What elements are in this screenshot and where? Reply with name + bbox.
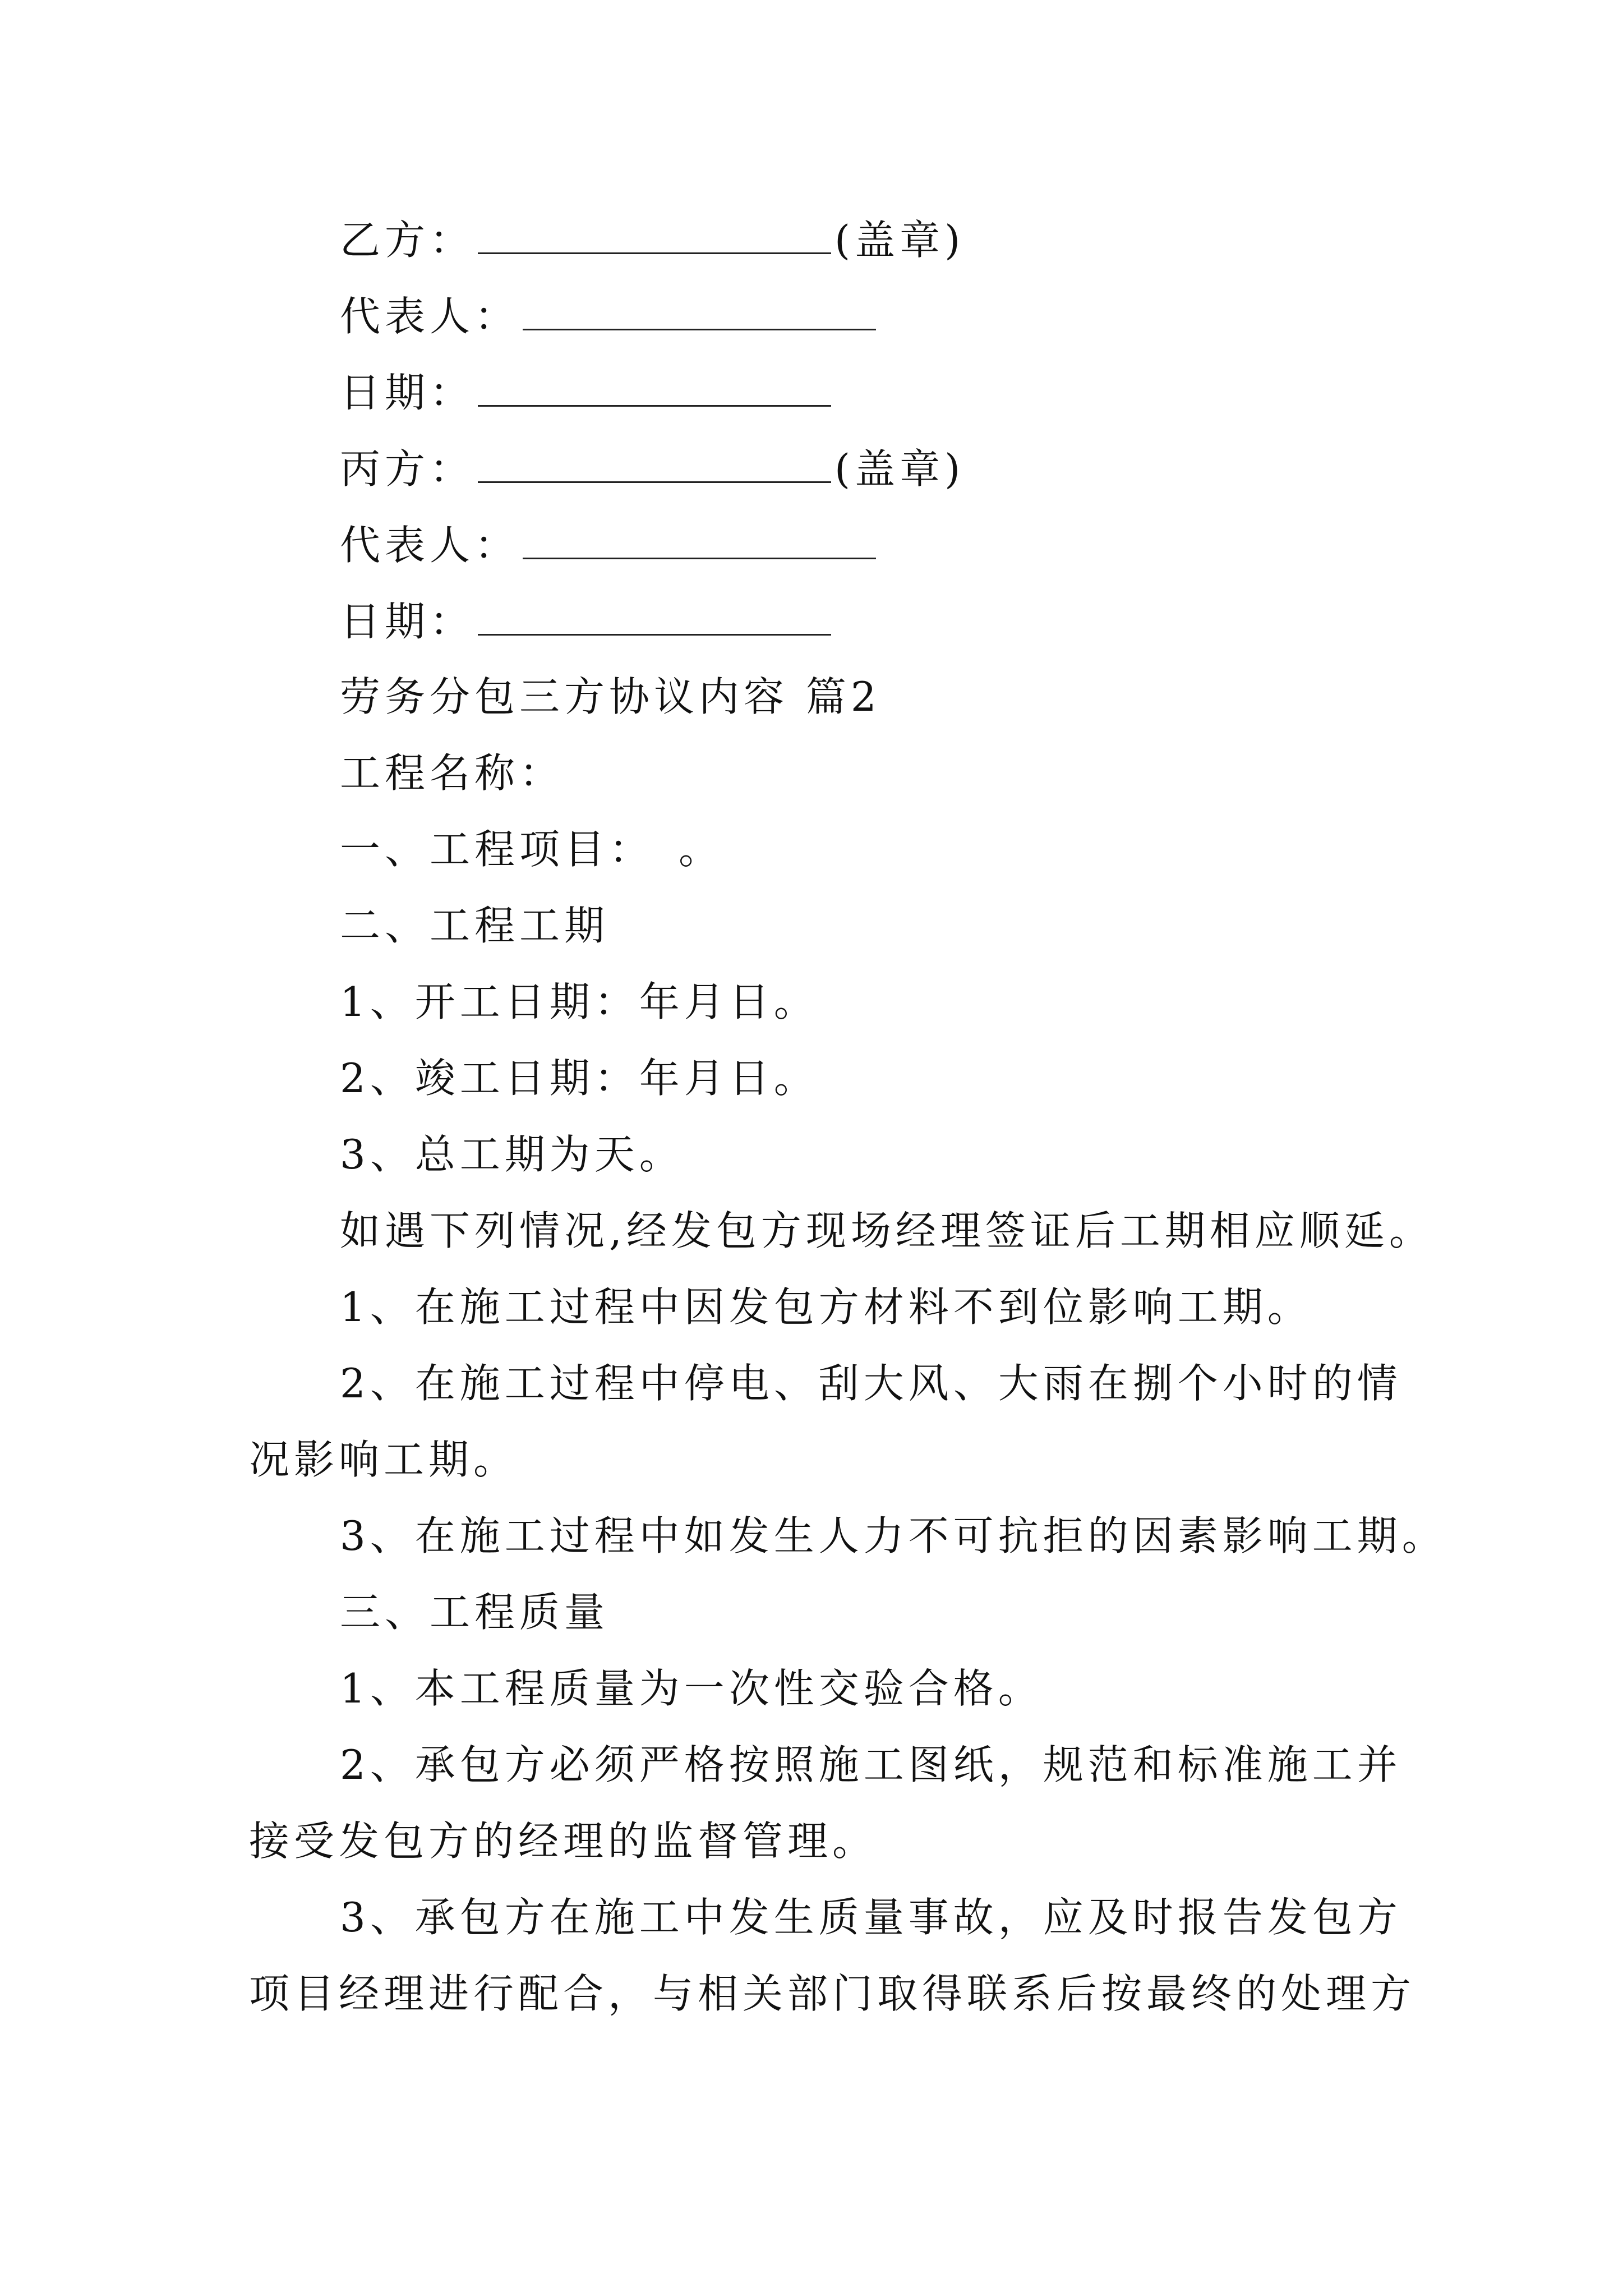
- party-c-signature-blank: [478, 448, 831, 483]
- date-line-b: [340, 369, 834, 416]
- quality-item-1: 1、本工程质量为一次性交验合格。: [340, 1665, 1043, 1712]
- date-line-c: [340, 598, 834, 645]
- party-c-label: 丙方：: [340, 445, 475, 493]
- party-c-seal: (盖章): [834, 445, 965, 493]
- quality-item-3-line2: 项目经理进行配合，与相关部门取得联系后按最终的处理方: [249, 1970, 1416, 2017]
- representative-blank-b: [523, 295, 876, 330]
- party-b-line: [340, 217, 965, 264]
- extension-item-1: 1、在施工过程中因发包方材料不到位影响工期。: [340, 1283, 1312, 1331]
- party-b-label: 乙方：: [340, 217, 475, 264]
- representative-label-c: 代表人：: [340, 522, 520, 569]
- party-c-line: [340, 445, 965, 493]
- extension-intro: 如遇下列情况,经发包方现场经理签证后工期相应顺延。: [340, 1207, 1434, 1254]
- representative-label-b: 代表人：: [340, 293, 520, 340]
- quality-item-2-line2: 接受发包方的经理的监督管理。: [249, 1818, 878, 1865]
- total-period: 3、总工期为天。: [340, 1131, 684, 1178]
- extension-item-2-line2: 况影响工期。: [249, 1436, 519, 1483]
- date-label-b: 日期：: [340, 369, 475, 416]
- date-blank-b: [478, 371, 831, 407]
- end-date: 2、竣工日期：年月日。: [340, 1055, 819, 1102]
- extension-item-3: 3、在施工过程中如发生人力不可抗拒的因素影响工期。: [340, 1512, 1447, 1559]
- period-heading: 二、工程工期: [340, 902, 610, 949]
- quality-heading: 三、工程质量: [340, 1589, 610, 1636]
- representative-line-c: [340, 522, 879, 569]
- party-b-seal: (盖章): [834, 217, 965, 264]
- extension-item-2-line1: 2、在施工过程中停电、刮大风、大雨在捌个小时的情: [340, 1360, 1402, 1407]
- date-blank-c: [478, 600, 831, 636]
- project-item: 一、工程项目： 。: [340, 826, 724, 873]
- quality-item-2-line1: 2、承包方必须严格按照施工图纸，规范和标准施工并: [340, 1741, 1402, 1788]
- project-name-label: 工程名称：: [340, 749, 565, 797]
- representative-line-b: [340, 293, 879, 340]
- party-b-signature-blank: [478, 219, 831, 254]
- start-date: 1、开工日期：年月日。: [340, 978, 819, 1025]
- quality-item-3-line1: 3、承包方在施工中发生质量事故，应及时报告发包方: [340, 1894, 1402, 1941]
- representative-blank-c: [523, 524, 876, 559]
- section-title: 劳务分包三方协议内容 篇2: [340, 673, 881, 720]
- date-label-c: 日期：: [340, 598, 475, 645]
